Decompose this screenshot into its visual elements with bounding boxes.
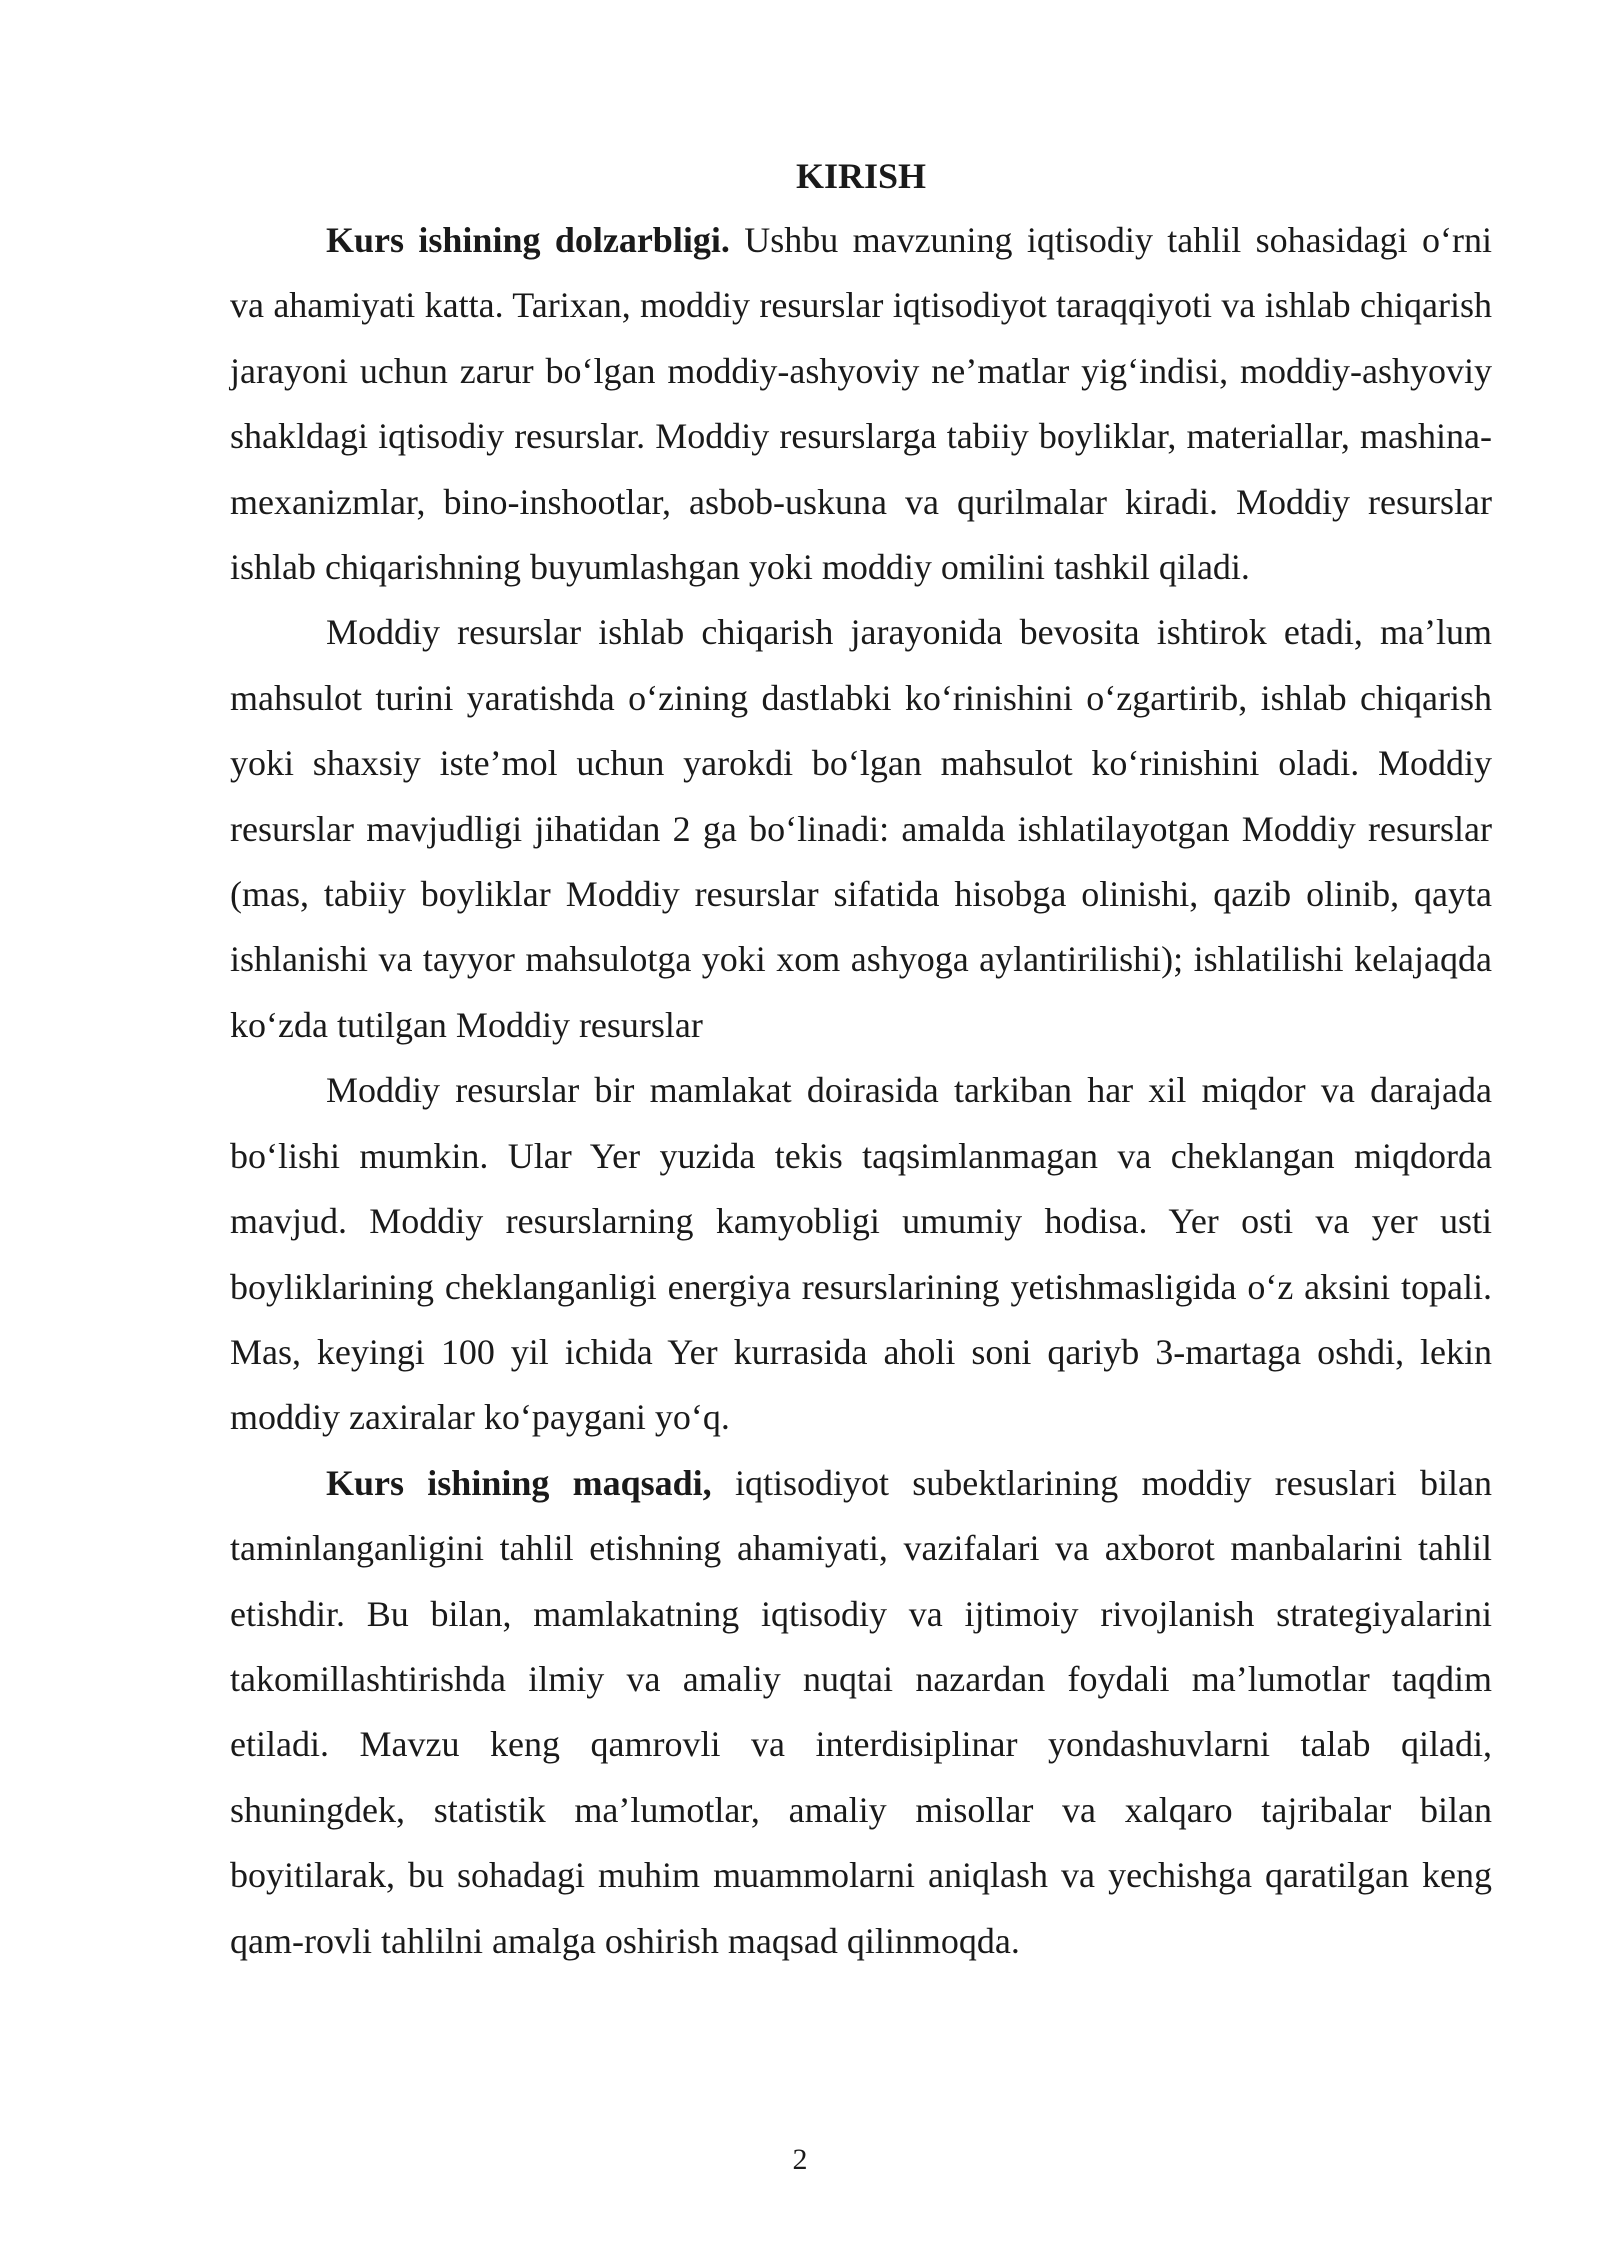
paragraph-text: iqtisodiyot subektlarining moddiy resuslari bilan taminlanganligini tahlil etishning ahamiyati, vazifalari va axborot manbalarini tahlil etishdir. Bu bilan, mamlakatning iqtisodiy va ijtimoiy rivojlanish strategiyalarini takomillashtirishda ilmiy va amaliy nuqtai nazardan foydali ma’lumotlar taqdim etiladi. Mavzu keng qamrovli va interdisiplinar yondashuvlarni talab qiladi, shuningdek, statistik ma’lumotlar, amaliy misollar va xalqaro tajribalar bilan boyitilarak, bu sohadagi muhim muammolarni aniqlash va yechishga qaratilgan keng qam-rovli tahlilni amalga oshirish maqsad qilinmoqda.	[230, 1462, 1492, 1961]
paragraph-relevance	[230, 208, 1492, 600]
paragraph-text: Moddiy resurslar bir mamlakat doirasida tarkiban har xil miqdor va darajada bo‘lishi mumkin. Ular Yer yuzida tekis taqsimlanmagan va cheklangan miqdorda mavjud. Moddiy resurslarning kamyobligi umumiy hodisa. Yer osti va yer usti boyliklarining cheklanganligi energiya resurslarining yetishmasligida o‘z aksini topali. Mas, keyingi 100 yil ichida Yer kurrasida aholi soni qariyb 3-martaga oshdi, lekin moddiy zaxiralar ko‘paygani yo‘q.	[230, 1070, 1492, 1438]
paragraph-text: Ushbu mavzuning iqtisodiy tahlil sohasidagi o‘rni va ahamiyati katta. Tarixan, moddiy resurslar iqtisodiyot taraqqiyoti va ishlab chiqarish jarayoni uchun zarur bo‘lgan moddiy-ashyoviy ne’matlar yig‘indisi, moddiy-ashyoviy shakldagi iqtisodiy resurslar. Moddiy resurslarga tabiiy boyliklar, materiallar, mashina-mexanizmlar, bino-inshootlar, asbob-uskuna va qurilmalar kiradi. Moddiy resurslar ishlab chiqarishning buyumlashgan yoki moddiy omilini tashkil qiladi.	[230, 220, 1492, 588]
paragraph-text: Moddiy resurslar ishlab chiqarish jarayonida bevosita ishtirok etadi, ma’lum mahsulot turini yaratishda o‘zining dastlabki ko‘rinishini o‘zgartirib, ishlab chiqarish yoki shaxsiy iste’mol uchun yarokdi bo‘lgan mahsulot ko‘rinishini oladi. Moddiy resurslar mavjudligi jihatidan 2 ga bo‘linadi: amalda ishlatilayotgan Moddiy resurslar (mas, tabiiy boyliklar Moddiy resurslar sifatida hisobga olinishi, qazib olinib, qayta ishlanishi va tayyor mahsulotga yoki xom ashyoga aylantirilishi); ishlatilishi kelajaqda ko‘zda tutilgan Moddiy resurslar	[230, 612, 1492, 1045]
paragraph-resources-process	[230, 600, 1492, 1058]
paragraph-lead: Kurs ishining maqsadi,	[326, 1462, 712, 1503]
page-content	[230, 148, 1492, 1974]
paragraph-resources-distribution	[230, 1058, 1492, 1450]
page-number: 2	[792, 2143, 808, 2176]
section-heading: KIRISH	[795, 156, 927, 196]
paragraph-goal	[230, 1451, 1492, 1974]
paragraph-lead: Kurs ishining dolzarbligi.	[326, 220, 730, 260]
